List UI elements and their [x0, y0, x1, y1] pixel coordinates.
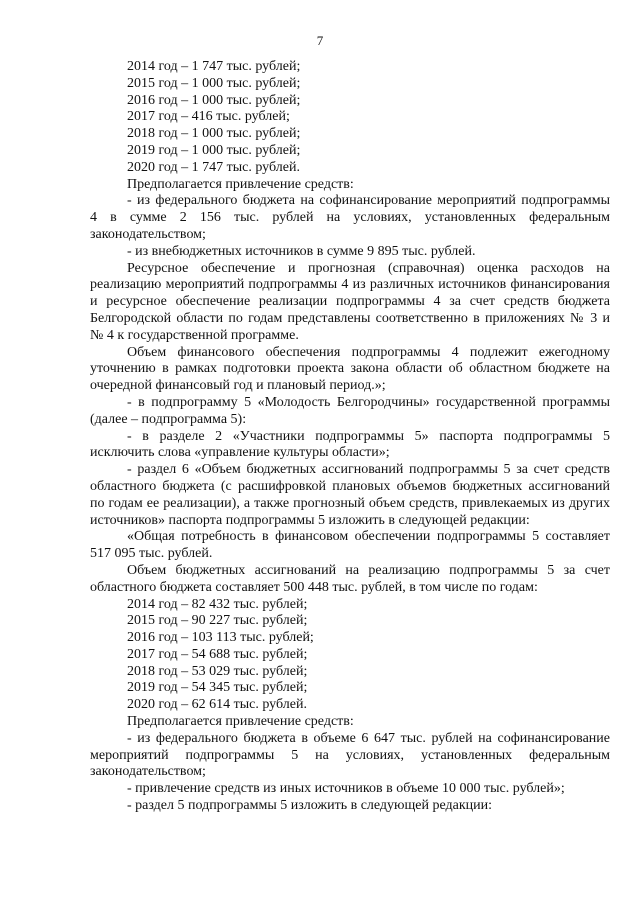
- text-line: 2018 год – 53 029 тыс. рублей;: [127, 663, 308, 679]
- text-line: Ресурсное обеспечение и прогнозная (справочная) оценка расходов на: [127, 260, 610, 276]
- text-line: - из внебюджетных источников в сумме 9 895 тыс. рублей.: [127, 243, 476, 259]
- text-line: 2016 год – 1 000 тыс. рублей;: [127, 92, 301, 108]
- text-line: реализацию мероприятий подпрограммы 4 из различных источников финансирования: [90, 277, 610, 293]
- text-line: законодательством;: [90, 226, 206, 242]
- page-number: 7: [316, 33, 324, 48]
- text-line: законодательством;: [90, 764, 206, 780]
- text-line: 2015 год – 90 227 тыс. рублей;: [127, 613, 308, 629]
- text-line: источников» паспорта подпрограммы 5 изложить в следующей редакции:: [90, 512, 530, 528]
- text-line: Предполагается привлечение средств:: [127, 714, 354, 730]
- text-line: Объем бюджетных ассигнований на реализацию подпрограммы 5 за счет: [127, 562, 610, 578]
- text-line: 517 095 тыс. рублей.: [90, 546, 213, 562]
- text-line: 2016 год – 103 113 тыс. рублей;: [127, 630, 314, 646]
- text-line: «Общая потребность в финансовом обеспечении подпрограммы 5 составляет: [127, 529, 610, 545]
- text-line: Предполагается привлечение средств:: [127, 176, 354, 192]
- text-line: 2018 год – 1 000 тыс. рублей;: [127, 126, 301, 142]
- text-line: областного бюджета составляет 500 448 тыс. рублей, в том числе по годам:: [90, 579, 538, 595]
- text-line: - раздел 5 подпрограммы 5 изложить в следующей редакции:: [127, 798, 493, 814]
- text-line: 2019 год – 54 345 тыс. рублей;: [127, 680, 308, 696]
- text-line: 2019 год – 1 000 тыс. рублей;: [127, 142, 301, 158]
- text-line: - в подпрограмму 5 «Молодость Белгородчины» государственной программы: [127, 394, 610, 410]
- text-line: очередной финансовый год и плановый период.»;: [90, 378, 386, 394]
- text-line: 2014 год – 82 432 тыс. рублей;: [127, 596, 308, 612]
- text-line: 2017 год – 54 688 тыс. рублей;: [127, 646, 308, 662]
- text-line: 2020 год – 62 614 тыс. рублей.: [127, 697, 307, 713]
- text-line: 4 в сумме 2 156 тыс. рублей на условиях, установленных федеральным: [90, 210, 610, 226]
- text-line: - из федерального бюджета в объеме 6 647 тыс. рублей на софинансирование: [127, 730, 610, 746]
- text-line: 2020 год – 1 747 тыс. рублей.: [127, 159, 300, 175]
- document-body: [90, 59, 610, 815]
- text-line: по годам ее реализации), а также прогнозный объем средств, привлекаемых из других: [90, 495, 610, 511]
- text-line: 2014 год – 1 747 тыс. рублей;: [127, 59, 301, 74]
- text-line: мероприятий подпрограммы 5 на условиях, установленных федеральным: [90, 747, 610, 763]
- text-line: - из федерального бюджета на софинансирование мероприятий подпрограммы: [127, 193, 610, 209]
- text-line: № 4 к государственной программе.: [90, 327, 299, 343]
- text-line: - в разделе 2 «Участники подпрограммы 5» паспорта подпрограммы 5: [127, 428, 610, 444]
- text-line: Объем финансового обеспечения подпрограммы 4 подлежит ежегодному: [127, 344, 610, 360]
- text-line: (далее – подпрограмма 5):: [90, 411, 247, 427]
- text-line: 2017 год – 416 тыс. рублей;: [127, 109, 290, 125]
- text-line: областного бюджета (с расшифровкой плановых объемов бюджетных ассигнований: [90, 478, 610, 494]
- text-line: Белгородской области по годам представлены соответственно в приложениях № 3 и: [90, 310, 610, 326]
- text-line: 2015 год – 1 000 тыс. рублей;: [127, 75, 301, 91]
- text-line: и ресурсное обеспечение реализации подпрограммы 4 за счет средств бюджета: [90, 294, 610, 310]
- text-line: исключить слова «управление культуры области»;: [90, 445, 390, 461]
- text-line: - раздел 6 «Объем бюджетных ассигнований подпрограммы 5 за счет средств: [127, 462, 610, 478]
- text-line: уточнению в рамках подготовки проекта закона области об областном бюджете на: [90, 361, 610, 377]
- text-line: - привлечение средств из иных источников в объеме 10 000 тыс. рублей»;: [127, 781, 565, 797]
